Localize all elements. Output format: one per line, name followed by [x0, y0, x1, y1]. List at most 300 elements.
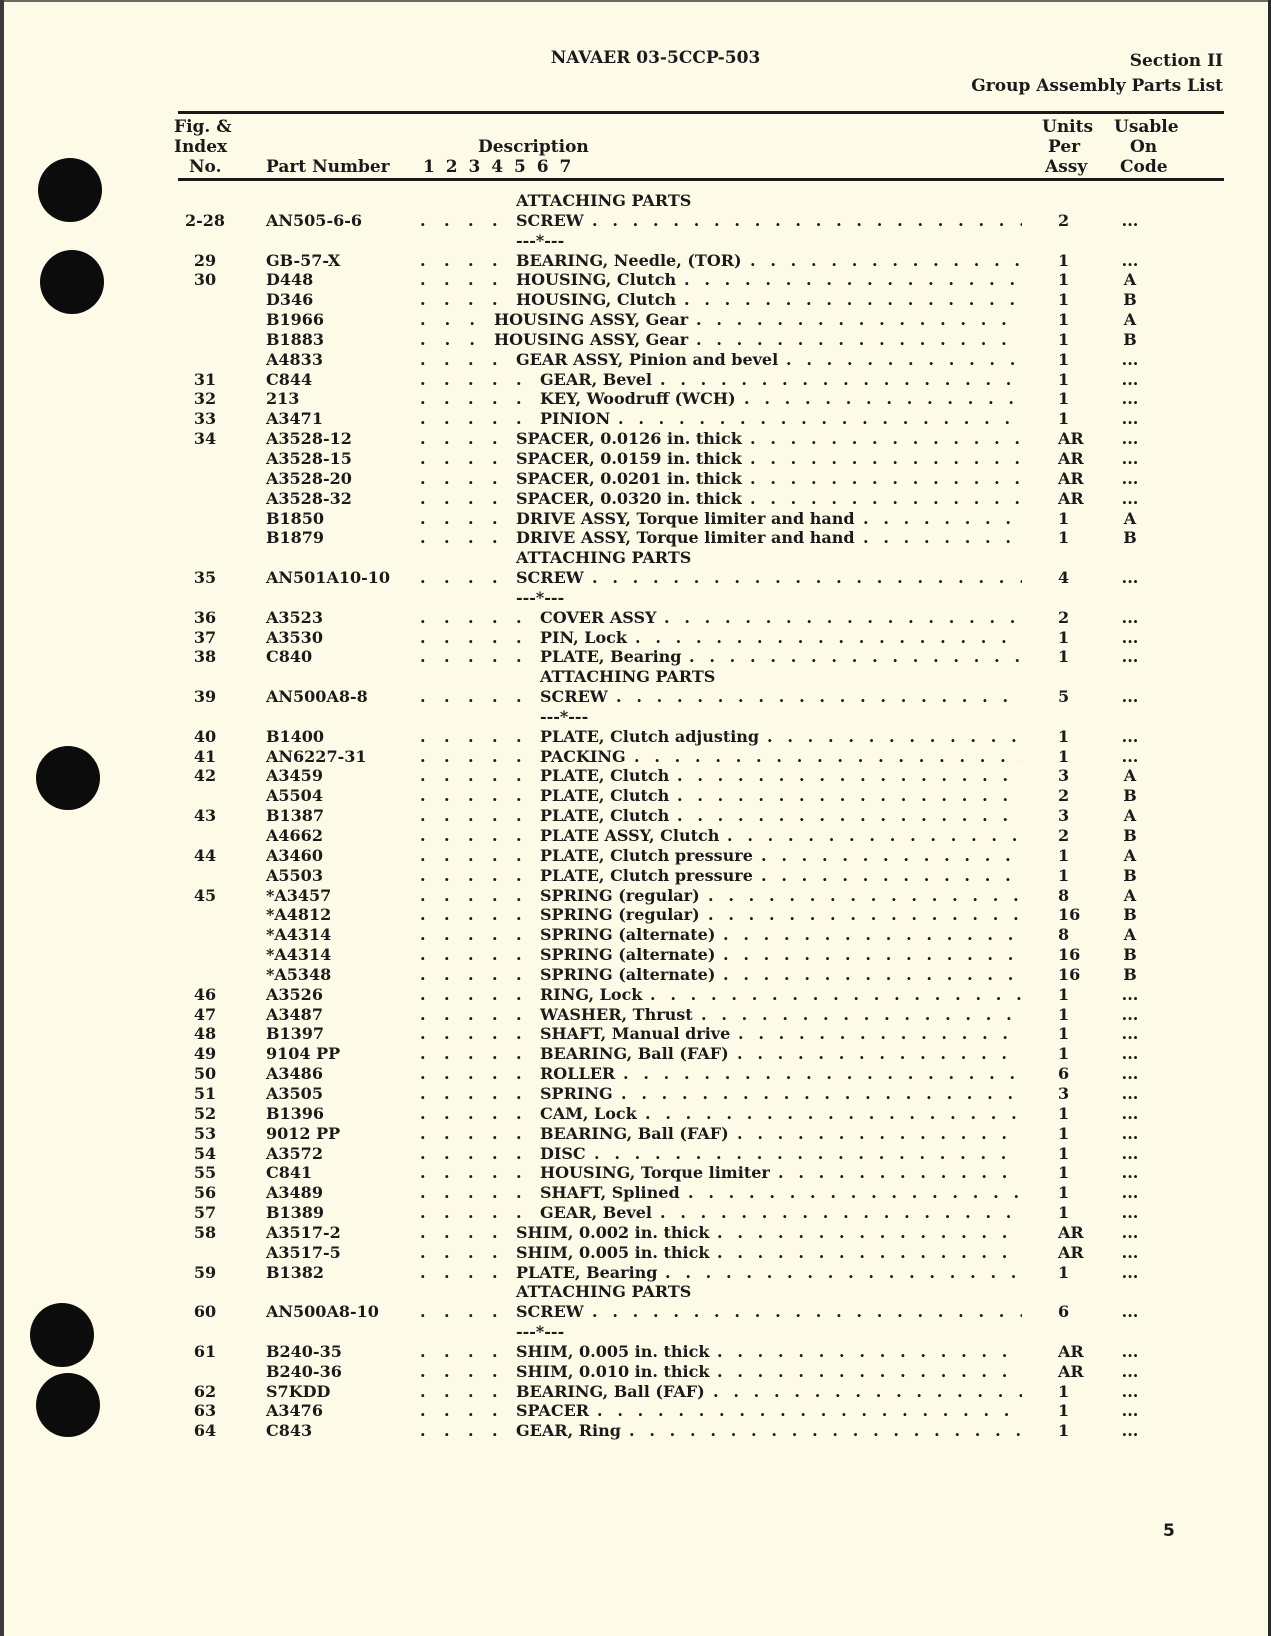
fig-index: 52	[193, 1103, 217, 1123]
units-per-assy: 1	[1058, 627, 1070, 647]
leader-dots	[634, 747, 1022, 767]
part-number: 213	[266, 389, 300, 409]
parts-row	[0, 1362, 1271, 1382]
units-per-assy: 1	[1058, 1401, 1070, 1421]
units-per-assy: AR	[1058, 1361, 1084, 1381]
description: PLATE, Clutch adjusting	[540, 726, 760, 746]
part-number: B1389	[266, 1203, 325, 1223]
indent-dots: . . . .	[420, 508, 498, 528]
parts-row	[0, 806, 1271, 826]
part-number: B1396	[266, 1103, 325, 1123]
units-per-assy: 1	[1058, 389, 1070, 409]
fig-index: 61	[193, 1341, 217, 1361]
description: PINION	[540, 409, 611, 429]
indent-dots: . . . . .	[420, 369, 522, 389]
fig-index: 45	[193, 885, 217, 905]
header-rule-top	[178, 111, 1224, 114]
description: ---*---	[516, 230, 565, 250]
description: SPRING (alternate)	[540, 945, 716, 965]
description: BEARING, Needle, (TOR)	[516, 250, 742, 270]
usable-on-code: A	[1123, 806, 1137, 826]
parts-row	[0, 1124, 1271, 1144]
parts-row	[0, 925, 1271, 945]
parts-row	[0, 945, 1271, 965]
usable-on-code: B	[1123, 865, 1137, 885]
fig-index: 46	[193, 984, 217, 1004]
part-number: B1397	[266, 1024, 325, 1044]
indent-dots: . . . .	[420, 1222, 498, 1242]
indent-dots: . . . . .	[420, 766, 522, 786]
part-number: *A4812	[266, 905, 332, 925]
description: SPACER, 0.0201 in. thick	[516, 468, 742, 488]
parts-row	[0, 786, 1271, 806]
leader-dots	[623, 1064, 1022, 1084]
leader-dots	[597, 1401, 1022, 1421]
indent-dots: . . . .	[420, 290, 498, 310]
description: KEY, Woodruff (WCH)	[540, 389, 736, 409]
description: ---*---	[540, 706, 589, 726]
parts-row	[0, 647, 1271, 667]
indent-dots: . . . .	[420, 1361, 498, 1381]
fig-index: 56	[193, 1183, 217, 1203]
description: ATTACHING PARTS	[516, 1282, 692, 1302]
leader-dots	[717, 1362, 1022, 1382]
units-per-assy: 1	[1058, 1381, 1070, 1401]
indent-dots: . . . .	[420, 1341, 498, 1361]
units-per-assy: 2	[1058, 210, 1070, 230]
fig-index: 44	[193, 845, 217, 865]
indent-dots: . . . .	[420, 210, 498, 230]
attaching-parts-heading	[0, 667, 1271, 687]
usable-on-code: B	[1123, 290, 1137, 310]
units-per-assy: 1	[1058, 746, 1070, 766]
part-number: A3528-15	[266, 448, 352, 468]
description: GEAR, Bevel	[540, 369, 652, 389]
units-per-assy: 16	[1058, 964, 1081, 984]
usable-on-code: ...	[1121, 687, 1139, 707]
fig-index: 51	[193, 1083, 217, 1103]
leader-dots	[750, 449, 1022, 469]
indent-dots: . . . .	[420, 250, 498, 270]
usable-on-code: B	[1123, 329, 1137, 349]
description: PLATE, Clutch	[540, 766, 670, 786]
fig-index: 49	[193, 1044, 217, 1064]
units-per-assy: 1	[1058, 349, 1070, 369]
document-number: NAVAER 03-5CCP-503	[550, 48, 761, 68]
parts-row	[0, 1064, 1271, 1084]
units-per-assy: 1	[1058, 984, 1070, 1004]
leader-dots	[592, 568, 1022, 588]
leader-dots	[689, 647, 1022, 667]
parts-row	[0, 1223, 1271, 1243]
usable-on-code: ...	[1121, 1381, 1139, 1401]
description: BEARING, Ball (FAF)	[540, 1044, 729, 1064]
units-per-assy: AR	[1058, 468, 1084, 488]
col-indent-levels: 1 2 3 4 5 6 7	[423, 157, 572, 177]
indent-dots: . . . . .	[420, 1004, 522, 1024]
leader-dots	[621, 1084, 1022, 1104]
parts-row	[0, 766, 1271, 786]
fig-index: 47	[193, 1004, 217, 1024]
fig-index: 43	[193, 806, 217, 826]
description: SCREW	[540, 687, 608, 707]
fig-index: 62	[193, 1381, 217, 1401]
usable-on-code: ...	[1121, 1401, 1139, 1421]
attaching-parts-separator	[0, 1322, 1271, 1342]
leader-dots	[778, 1163, 1022, 1183]
col-fig-line2: Index	[174, 137, 228, 157]
usable-on-code: ...	[1121, 349, 1139, 369]
parts-row	[0, 310, 1271, 330]
usable-on-code: ...	[1121, 1262, 1139, 1282]
units-per-assy: 16	[1058, 905, 1081, 925]
leader-dots	[592, 211, 1022, 231]
parts-row	[0, 469, 1271, 489]
leader-dots	[750, 429, 1022, 449]
parts-row	[0, 389, 1271, 409]
indent-dots: . . . . .	[420, 627, 522, 647]
parts-row	[0, 1044, 1271, 1064]
indent-dots: . . . . .	[420, 826, 522, 845]
description: BEARING, Ball (FAF)	[540, 1123, 729, 1143]
attaching-parts-separator	[0, 231, 1271, 251]
leader-dots	[738, 1024, 1022, 1044]
leader-dots	[723, 945, 1022, 965]
description: SHIM, 0.010 in. thick	[516, 1361, 710, 1381]
part-number: A3489	[266, 1183, 323, 1203]
usable-on-code: A	[1123, 925, 1137, 945]
part-number: D448	[266, 270, 314, 290]
units-per-assy: AR	[1058, 448, 1084, 468]
part-number: D346	[266, 290, 314, 310]
usable-on-code: ...	[1121, 568, 1139, 588]
description: HOUSING ASSY, Gear	[494, 329, 689, 349]
part-number: AN500A8-8	[266, 687, 368, 707]
parts-row	[0, 330, 1271, 350]
indent-dots: . . . .	[420, 1421, 498, 1441]
leader-dots	[665, 1263, 1022, 1283]
part-number: A3460	[266, 845, 323, 865]
usable-on-code: ...	[1121, 1004, 1139, 1024]
parts-list	[0, 191, 1271, 1441]
fig-index: 38	[193, 647, 217, 667]
part-number: A3528-12	[266, 429, 352, 449]
part-number: A3471	[266, 409, 323, 429]
description: ROLLER	[540, 1064, 616, 1084]
part-number: A3572	[266, 1143, 323, 1163]
indent-dots: . . . . .	[420, 1083, 522, 1103]
col-usable-line2: On	[1130, 137, 1158, 157]
indent-dots: . . . . .	[420, 845, 522, 865]
indent-dots: . . . .	[420, 1242, 498, 1262]
parts-row	[0, 370, 1271, 390]
part-number: B240-36	[266, 1361, 342, 1381]
usable-on-code: ...	[1121, 1302, 1139, 1322]
units-per-assy: 1	[1058, 290, 1070, 310]
fig-index: 60	[193, 1302, 217, 1322]
fig-index: 42	[193, 766, 217, 786]
description: GEAR, Bevel	[540, 1203, 652, 1223]
usable-on-code: ...	[1121, 627, 1139, 647]
units-per-assy: 8	[1058, 885, 1070, 905]
usable-on-code: ...	[1121, 1103, 1139, 1123]
units-per-assy: AR	[1058, 488, 1084, 508]
col-usable-line3: Code	[1120, 157, 1168, 177]
usable-on-code: ...	[1121, 607, 1139, 627]
indent-dots: . . .	[420, 329, 475, 349]
indent-dots: . . . .	[420, 488, 498, 508]
leader-dots	[660, 1203, 1022, 1223]
parts-row	[0, 1005, 1271, 1025]
usable-on-code: ...	[1121, 1421, 1139, 1441]
indent-dots: . . . .	[420, 349, 498, 369]
parts-row	[0, 509, 1271, 529]
part-number: C840	[266, 647, 313, 667]
leader-dots	[594, 1144, 1022, 1164]
indent-dots: . . . .	[420, 1381, 498, 1401]
part-number: A4662	[266, 826, 323, 845]
usable-on-code: ...	[1121, 1083, 1139, 1103]
attaching-parts-heading	[0, 548, 1271, 568]
description: SCREW	[516, 210, 584, 230]
description: SCREW	[516, 568, 584, 588]
description: SHAFT, Manual drive	[540, 1024, 731, 1044]
parts-row	[0, 1382, 1271, 1402]
fig-index: 63	[193, 1401, 217, 1421]
parts-row	[0, 985, 1271, 1005]
parts-row	[0, 1144, 1271, 1164]
leader-dots	[761, 866, 1022, 886]
leader-dots	[688, 1183, 1022, 1203]
part-number: A4833	[266, 349, 323, 369]
description: SPRING (alternate)	[540, 925, 716, 945]
usable-on-code: B	[1123, 964, 1137, 984]
leader-dots	[677, 786, 1022, 806]
description: SPRING	[540, 1083, 613, 1103]
leader-dots	[723, 965, 1022, 985]
col-fig-line1: Fig. &	[174, 117, 232, 137]
units-per-assy: AR	[1058, 1222, 1084, 1242]
leader-dots	[727, 826, 1022, 846]
usable-on-code: ...	[1121, 1361, 1139, 1381]
parts-row	[0, 905, 1271, 925]
indent-dots: . . . .	[420, 568, 498, 588]
usable-on-code: ...	[1121, 468, 1139, 488]
units-per-assy: 1	[1058, 528, 1070, 548]
parts-row	[0, 429, 1271, 449]
parts-row	[0, 489, 1271, 509]
indent-dots: . . . . .	[420, 409, 522, 429]
leader-dots	[696, 310, 1022, 330]
units-per-assy: 1	[1058, 845, 1070, 865]
part-number: A3459	[266, 766, 323, 786]
usable-on-code: B	[1123, 826, 1137, 845]
part-number: A3523	[266, 607, 323, 627]
part-number: 9012 PP	[266, 1123, 341, 1143]
indent-dots: . . . . .	[420, 1044, 522, 1064]
col-description: Description	[478, 137, 589, 157]
units-per-assy: AR	[1058, 1242, 1084, 1262]
indent-dots: . . .	[420, 310, 475, 330]
part-number: 9104 PP	[266, 1044, 341, 1064]
parts-row	[0, 727, 1271, 747]
description: PLATE, Clutch pressure	[540, 845, 753, 865]
leader-dots	[616, 687, 1022, 707]
part-number: *A4314	[266, 945, 332, 965]
units-per-assy: 1	[1058, 1262, 1070, 1282]
leader-dots	[717, 1342, 1022, 1362]
parts-row	[0, 568, 1271, 588]
leader-dots	[701, 1005, 1022, 1025]
units-per-assy: 1	[1058, 1044, 1070, 1064]
usable-on-code: ...	[1121, 1163, 1139, 1183]
units-per-assy: 1	[1058, 1123, 1070, 1143]
leader-dots	[696, 330, 1022, 350]
parts-row	[0, 270, 1271, 290]
parts-row	[0, 1104, 1271, 1124]
indent-dots: . . . . .	[420, 1203, 522, 1223]
units-per-assy: 3	[1058, 806, 1070, 826]
part-number: B1850	[266, 508, 325, 528]
fig-index: 32	[193, 389, 217, 409]
parts-row	[0, 965, 1271, 985]
fig-index: 33	[193, 409, 217, 429]
usable-on-code: A	[1123, 270, 1137, 290]
description: SHAFT, Splined	[540, 1183, 680, 1203]
description: ---*---	[516, 1322, 565, 1342]
indent-dots: . . . . .	[420, 647, 522, 667]
parts-row	[0, 211, 1271, 231]
indent-dots: . . . . .	[420, 607, 522, 627]
usable-on-code: B	[1123, 528, 1137, 548]
part-number: AN6227-31	[266, 746, 367, 766]
fig-index: 37	[193, 627, 217, 647]
leader-dots	[618, 409, 1022, 429]
usable-on-code: ...	[1121, 647, 1139, 667]
units-per-assy: 2	[1058, 786, 1070, 806]
part-number: A3528-20	[266, 468, 352, 488]
fig-index: 64	[193, 1421, 217, 1441]
leader-dots	[744, 389, 1022, 409]
part-number: B1879	[266, 528, 325, 548]
description: SPRING (alternate)	[540, 964, 716, 984]
indent-dots: . . . . .	[420, 1103, 522, 1123]
description: HOUSING, Clutch	[516, 290, 677, 310]
leader-dots	[717, 1223, 1022, 1243]
fig-index: 55	[193, 1163, 217, 1183]
units-per-assy: 1	[1058, 865, 1070, 885]
usable-on-code: B	[1123, 786, 1137, 806]
usable-on-code: ...	[1121, 389, 1139, 409]
part-number: *A4314	[266, 925, 332, 945]
usable-on-code: ...	[1121, 1341, 1139, 1361]
parts-row	[0, 846, 1271, 866]
parts-row	[0, 290, 1271, 310]
description: SPACER, 0.0126 in. thick	[516, 429, 742, 449]
usable-on-code: ...	[1121, 1123, 1139, 1143]
part-number: A5504	[266, 786, 323, 806]
parts-row	[0, 886, 1271, 906]
leader-dots	[737, 1044, 1022, 1064]
usable-on-code: ...	[1121, 1222, 1139, 1242]
fig-index: 31	[193, 369, 217, 389]
units-per-assy: 1	[1058, 270, 1070, 290]
fig-index: 58	[193, 1222, 217, 1242]
description: PLATE, Clutch	[540, 806, 670, 826]
units-per-assy: 1	[1058, 508, 1070, 528]
parts-row	[0, 1401, 1271, 1421]
part-number: A3517-5	[266, 1242, 341, 1262]
part-number: C843	[266, 1421, 313, 1441]
fig-index: 2-28	[184, 210, 226, 230]
usable-on-code: ...	[1121, 1242, 1139, 1262]
col-units-line2: Per	[1048, 137, 1081, 157]
part-number: *A5348	[266, 964, 332, 984]
usable-on-code: ...	[1121, 488, 1139, 508]
fig-index: 54	[193, 1143, 217, 1163]
parts-row	[0, 1183, 1271, 1203]
indent-dots: . . . . .	[420, 687, 522, 707]
part-number: C841	[266, 1163, 313, 1183]
part-number: AN500A8-10	[266, 1302, 379, 1322]
indent-dots: . . . . .	[420, 905, 522, 925]
description: SPACER	[516, 1401, 590, 1421]
description: HOUSING, Clutch	[516, 270, 677, 290]
usable-on-code: ...	[1121, 1183, 1139, 1203]
part-number: S7KDD	[266, 1381, 331, 1401]
units-per-assy: 1	[1058, 1103, 1070, 1123]
indent-dots: . . . . .	[420, 1183, 522, 1203]
indent-dots: . . . . .	[420, 1024, 522, 1044]
leader-dots	[750, 489, 1022, 509]
part-number: B1400	[266, 726, 325, 746]
leader-dots	[750, 469, 1022, 489]
part-number: A3487	[266, 1004, 323, 1024]
indent-dots: . . . .	[420, 270, 498, 290]
indent-dots: . . . . .	[420, 865, 522, 885]
part-number: A3476	[266, 1401, 323, 1421]
part-number: *A3457	[266, 885, 332, 905]
parts-row	[0, 1243, 1271, 1263]
fig-index: 57	[193, 1203, 217, 1223]
description: GEAR ASSY, Pinion and bevel	[516, 349, 779, 369]
description: PLATE, Clutch	[540, 786, 670, 806]
attaching-parts-separator	[0, 707, 1271, 727]
description: PACKING	[540, 746, 626, 766]
indent-dots: . . . . .	[420, 984, 522, 1004]
usable-on-code: ...	[1121, 726, 1139, 746]
units-per-assy: 8	[1058, 925, 1070, 945]
indent-dots: . . . . .	[420, 885, 522, 905]
indent-dots: . . . . .	[420, 746, 522, 766]
units-per-assy: 6	[1058, 1302, 1070, 1322]
fig-index: 53	[193, 1123, 217, 1143]
units-per-assy: 1	[1058, 1421, 1070, 1441]
usable-on-code: ...	[1121, 1044, 1139, 1064]
col-units-line3: Assy	[1045, 157, 1088, 177]
parts-row	[0, 1024, 1271, 1044]
description: DRIVE ASSY, Torque limiter and hand	[516, 508, 855, 528]
units-per-assy: 1	[1058, 369, 1070, 389]
fig-index: 35	[193, 568, 217, 588]
part-number: A3486	[266, 1064, 323, 1084]
parts-row	[0, 1203, 1271, 1223]
part-number: AN505-6-6	[266, 210, 362, 230]
parts-row	[0, 826, 1271, 846]
indent-dots: . . . .	[420, 528, 498, 548]
units-per-assy: 1	[1058, 1203, 1070, 1223]
part-number: GB-57-X	[266, 250, 341, 270]
